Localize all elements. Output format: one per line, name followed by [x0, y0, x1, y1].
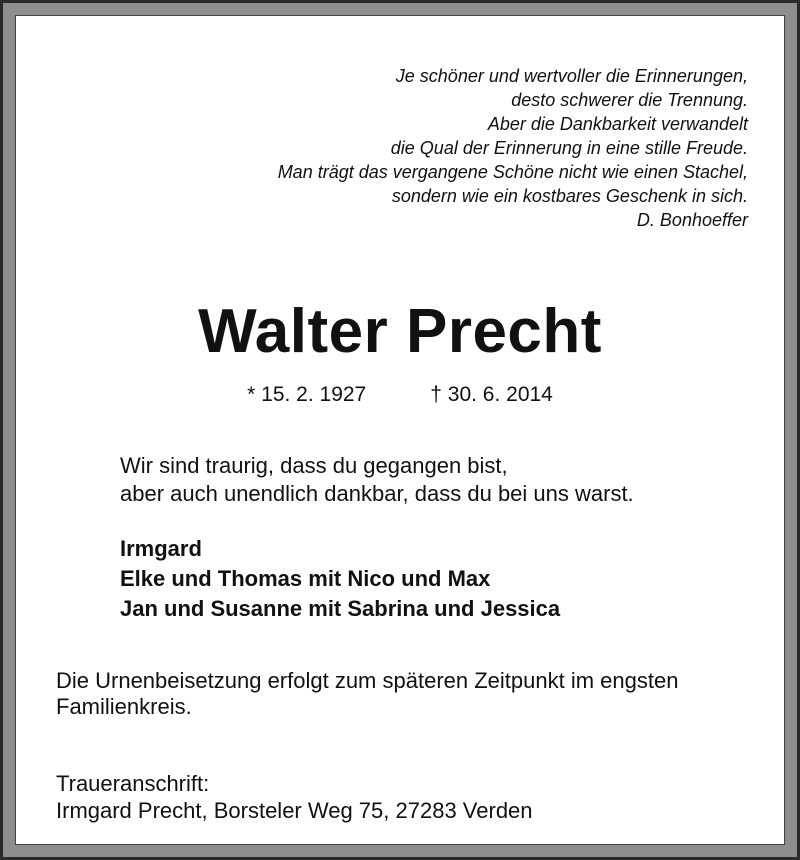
sorrow-line: aber auch unendlich dankbar, dass du bei uns warst. [120, 481, 634, 506]
birth-date: * 15. 2. 1927 [247, 383, 367, 406]
quote-line: Man trägt das vergangene Schöne nicht wie einen Stachel, [277, 162, 748, 182]
quote-line: die Qual der Erinnerung in eine stille Freude. [390, 138, 748, 158]
quote-line: sondern wie ein kostbares Geschenk in sich. [391, 186, 748, 206]
burial-notice: Die Urnenbeisetzung erfolgt zum späteren Zeitpunkt im engsten Familienkreis. [56, 668, 679, 719]
address-value: Irmgard Precht, Borsteler Weg 75, 27283 Verden [56, 798, 533, 823]
quote-line: Je schöner und wertvoller die Erinnerungen, [395, 66, 748, 86]
quote-line: desto schwerer die Trennung. [511, 90, 748, 110]
life-dates [16, 383, 784, 407]
quote-author: D. Bonhoeffer [636, 210, 748, 230]
mourner-name: Elke und Thomas mit Nico und Max [120, 566, 491, 591]
mourner-name: Jan und Susanne mit Sabrina und Jessica [120, 596, 561, 621]
sorrow-message [120, 452, 634, 508]
sorrow-line: Wir sind traurig, dass du gegangen bist, [120, 453, 508, 478]
obituary-notice [15, 15, 785, 845]
death-date: † 30. 6. 2014 [430, 383, 553, 406]
mourner-name: Irmgard [120, 536, 202, 561]
quote-line: Aber die Dankbarkeit verwandelt [487, 114, 748, 134]
deceased-name: Walter Precht [198, 297, 602, 366]
address-label: Traueranschrift: [56, 771, 210, 796]
mourning-address [56, 770, 533, 824]
mourners-list [120, 534, 560, 624]
bonhoeffer-quote [278, 64, 748, 232]
